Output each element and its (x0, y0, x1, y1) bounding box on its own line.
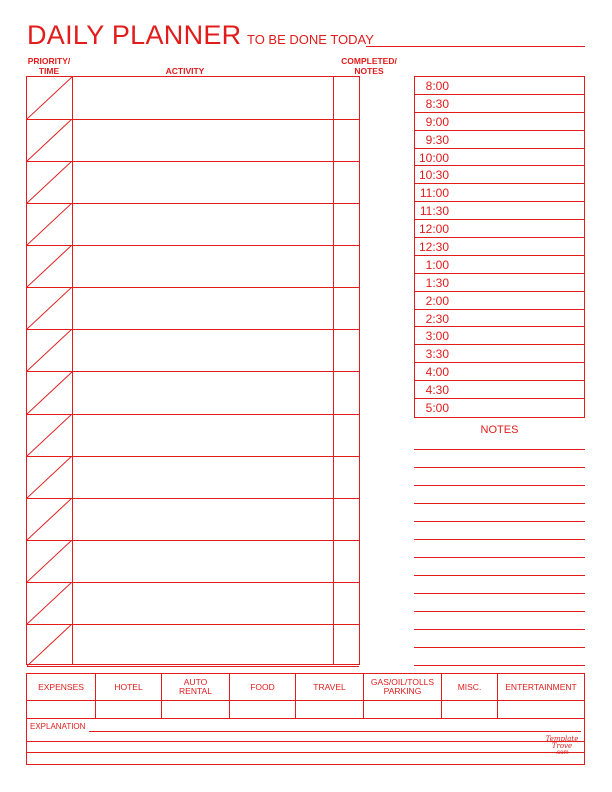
priority-cell-diagonal (27, 203, 72, 245)
explanation-line[interactable] (89, 731, 581, 732)
priority-cell-diagonal (27, 119, 72, 161)
time-slot[interactable] (415, 274, 584, 292)
time-label: 11:00 (419, 186, 449, 201)
expense-header-cell: GAS/OIL/TOLLS PARKING (364, 674, 442, 700)
time-slot[interactable] (415, 363, 584, 381)
expense-header-cell: FOOD (230, 674, 296, 700)
completed-notes-header: COMPLETED/ NOTES (341, 56, 397, 76)
time-label: 8:30 (425, 96, 449, 111)
priority-time-header: PRIORITY/ TIME (27, 56, 71, 76)
activity-header: ACTIVITY (165, 66, 205, 76)
activity-row[interactable] (27, 119, 359, 162)
template-trove-logo (542, 736, 582, 757)
expense-value-cell[interactable] (230, 701, 296, 718)
time-label: 1:30 (425, 275, 449, 290)
time-label: 3:00 (425, 329, 449, 344)
expense-header-cell: EXPENSES (27, 674, 96, 700)
time-label: 1:00 (425, 257, 449, 272)
todo-line[interactable] (366, 46, 585, 47)
time-slot[interactable] (415, 77, 584, 95)
note-line[interactable] (414, 539, 585, 540)
priority-cell-diagonal (27, 329, 72, 371)
note-line[interactable] (414, 629, 585, 630)
time-slot[interactable] (415, 399, 584, 417)
activity-row[interactable] (27, 203, 359, 246)
time-slot[interactable] (415, 220, 584, 238)
time-slot[interactable] (415, 184, 584, 202)
expense-header-cell: HOTEL (96, 674, 162, 700)
activity-row[interactable] (27, 372, 359, 415)
activity-row[interactable] (27, 161, 359, 204)
time-slot[interactable] (415, 310, 584, 328)
note-line[interactable] (414, 521, 585, 522)
priority-cell-diagonal (27, 498, 72, 540)
time-label: 12:30 (418, 240, 449, 255)
note-line[interactable] (414, 449, 585, 450)
logo-line-2: Trove (551, 742, 573, 750)
time-slot[interactable] (415, 292, 584, 310)
expenses-table (26, 673, 585, 765)
expense-value-cell[interactable] (27, 701, 96, 718)
priority-cell-diagonal (27, 456, 72, 498)
time-label: 10:30 (418, 168, 449, 183)
time-label: 5:00 (425, 401, 449, 416)
time-label: 11:30 (419, 204, 449, 219)
priority-cell-diagonal (27, 287, 72, 329)
time-slot[interactable] (415, 131, 584, 149)
priority-cell-diagonal (27, 77, 72, 119)
expense-value-cell[interactable] (296, 701, 364, 718)
note-line[interactable] (414, 467, 585, 468)
time-label: 8:00 (425, 79, 449, 93)
grid-column-divider (333, 77, 334, 664)
explanation-line[interactable] (27, 752, 584, 753)
explanation-label: EXPLANATION (30, 722, 86, 731)
time-slot[interactable] (415, 113, 584, 131)
expense-value-cell[interactable] (364, 701, 442, 718)
expenses-header-row (27, 674, 584, 701)
expense-header-cell: TRAVEL (296, 674, 364, 700)
notes-title: NOTES (480, 424, 519, 436)
logo-line-3: .com (555, 750, 569, 756)
priority-cell-diagonal (27, 582, 72, 624)
note-line[interactable] (414, 665, 585, 666)
expense-header-cell: ENTERTAINMENT (505, 681, 577, 692)
activity-row[interactable] (27, 582, 359, 625)
time-label: 3:30 (425, 347, 449, 362)
note-line[interactable] (414, 593, 585, 594)
expense-header-cell: AUTO RENTAL (162, 674, 230, 700)
activity-row[interactable] (27, 414, 359, 457)
grid-column-divider (72, 77, 73, 664)
expense-value-cell[interactable] (442, 701, 498, 718)
time-slot[interactable] (415, 95, 584, 113)
priority-cell-diagonal (27, 161, 72, 203)
todo-label: TO BE DONE TODAY (247, 32, 374, 47)
activity-row[interactable] (27, 498, 359, 541)
time-slot[interactable] (415, 149, 584, 167)
time-slot[interactable] (415, 345, 584, 363)
time-slot[interactable] (415, 202, 584, 220)
activity-row[interactable] (27, 77, 359, 120)
activity-grid (26, 76, 360, 665)
expenses-value-row (27, 701, 584, 719)
priority-cell-diagonal (27, 624, 72, 666)
time-slot[interactable] (415, 327, 584, 345)
note-line[interactable] (414, 557, 585, 558)
time-label: 4:30 (425, 383, 449, 398)
activity-row[interactable] (27, 456, 359, 499)
time-schedule (414, 76, 585, 418)
time-slot[interactable] (415, 238, 584, 256)
activity-row[interactable] (27, 245, 359, 288)
note-line[interactable] (414, 611, 585, 612)
activity-row[interactable] (27, 540, 359, 583)
note-line[interactable] (414, 503, 585, 504)
note-line[interactable] (414, 485, 585, 486)
time-slot[interactable] (415, 256, 584, 274)
explanation-line[interactable] (27, 741, 584, 742)
activity-row[interactable] (27, 287, 359, 330)
priority-cell-diagonal (27, 372, 72, 414)
time-label: 4:00 (425, 365, 449, 380)
priority-cell-diagonal (27, 540, 72, 582)
expense-value-cell[interactable] (162, 701, 230, 718)
time-label: 2:30 (425, 311, 449, 326)
activity-row[interactable] (27, 329, 359, 372)
note-line[interactable] (414, 575, 585, 576)
expense-value-cell[interactable] (498, 701, 584, 718)
time-label: 12:00 (418, 222, 449, 237)
logo-line-1: Template (545, 735, 579, 743)
expense-value-cell[interactable] (96, 701, 162, 718)
time-label: 2:00 (425, 293, 449, 308)
activity-row[interactable] (27, 624, 359, 667)
time-slot[interactable] (415, 166, 584, 184)
note-line[interactable] (414, 647, 585, 648)
expense-header-cell: MISC. (442, 674, 498, 700)
page-title: DAILY PLANNER (27, 20, 242, 50)
priority-cell-diagonal (27, 245, 72, 287)
time-label: 10:00 (418, 150, 449, 165)
time-label: 9:00 (425, 114, 449, 129)
time-slot[interactable] (415, 381, 584, 399)
priority-cell-diagonal (27, 414, 72, 456)
time-label: 9:30 (425, 132, 449, 147)
